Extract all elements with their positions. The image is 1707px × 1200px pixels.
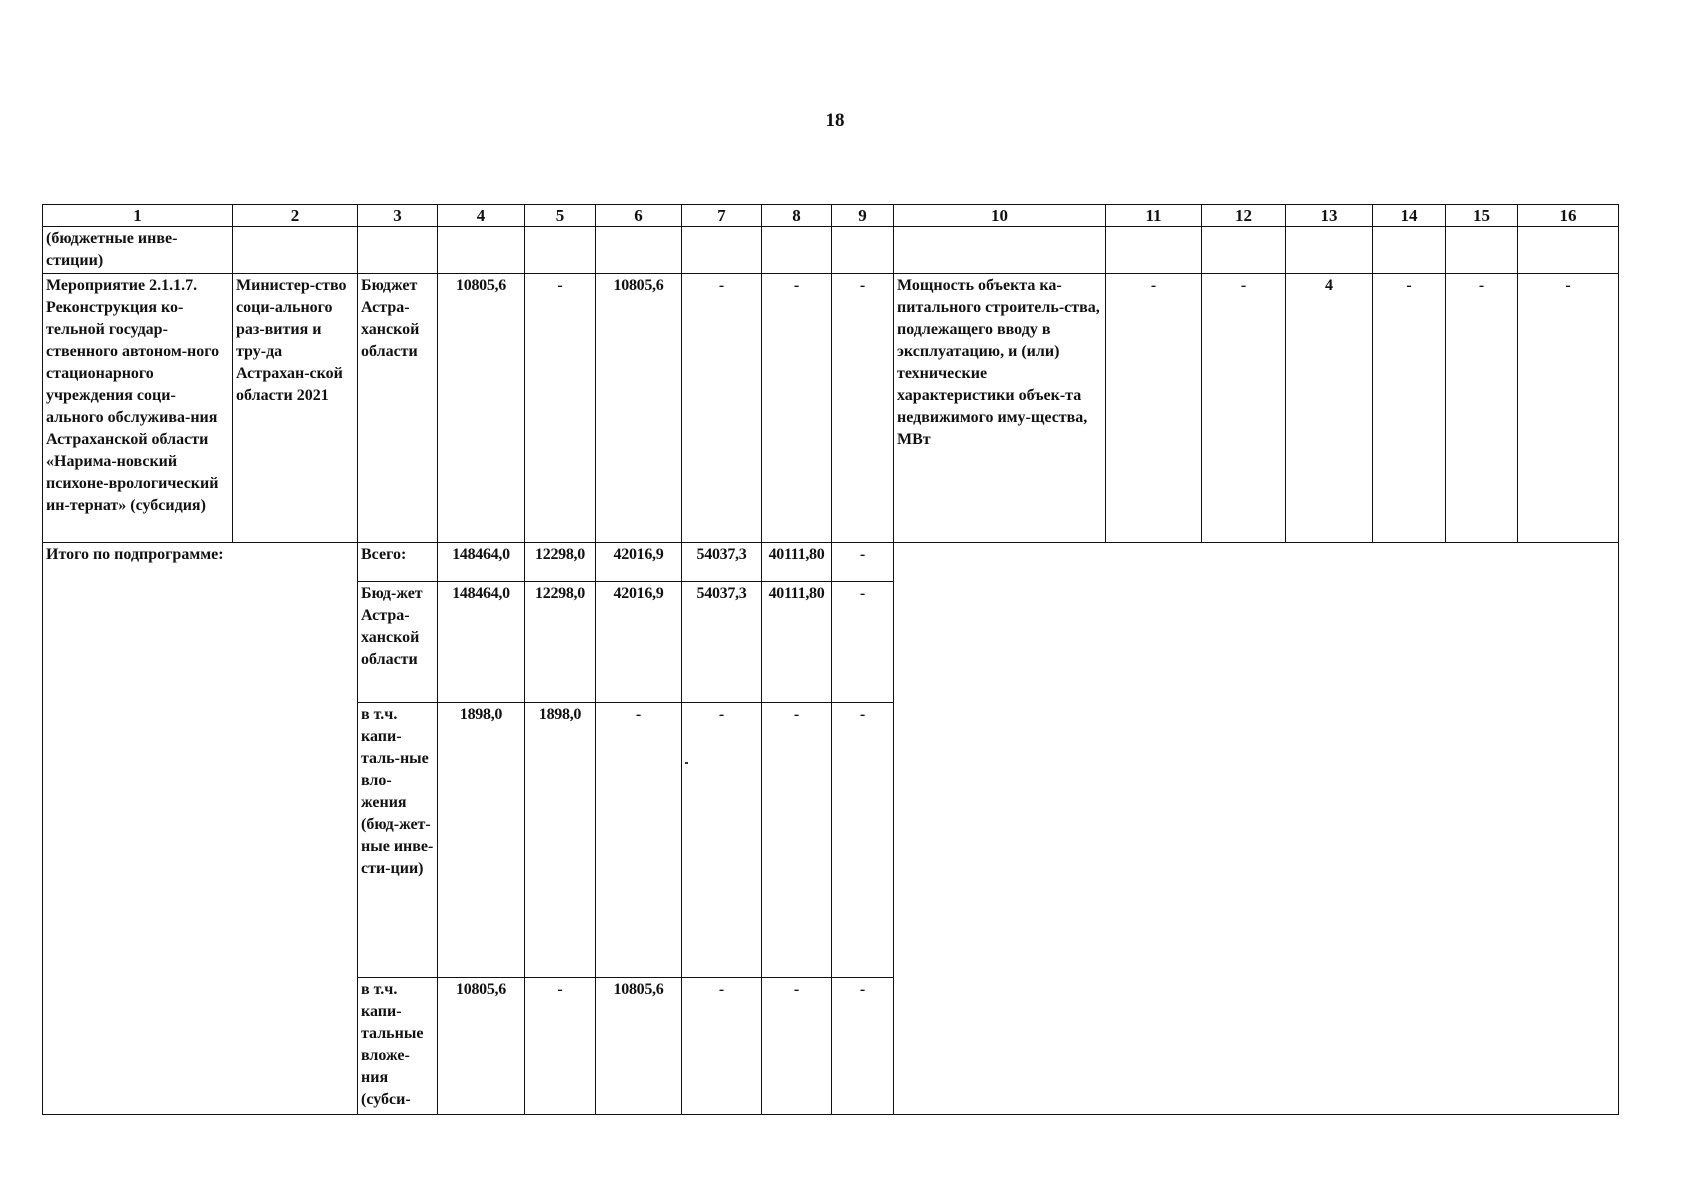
col-header-8: 8 [762, 205, 832, 227]
cell-subtotal-c9: - [832, 978, 894, 1115]
cell-subtotal-source: в т.ч. капи-тальные вложе-ния (субси- [358, 978, 438, 1115]
cell-subtotal-c7: - [682, 978, 762, 1115]
col-header-10: 10 [894, 205, 1106, 227]
col-header-3: 3 [358, 205, 438, 227]
cell-subtotal-c5: 12298,0 [525, 582, 596, 703]
cell-subtotal-c6: 10805,6 [596, 978, 682, 1115]
cell-subtotal-c7: - [682, 703, 762, 978]
col-header-1: 1 [43, 205, 233, 227]
cell-subtotal-c5: 1898,0 [525, 703, 596, 978]
cell-measure-continuation: (бюджетные инве-стиции) [43, 227, 233, 274]
cell-subtotal-c4: 148464,0 [438, 543, 525, 582]
col-header-13: 13 [1286, 205, 1373, 227]
empty-area [894, 543, 1619, 1115]
cell-subtotal-c7: 54037,3 [682, 543, 762, 582]
page-number: 18 [825, 110, 845, 131]
cell-subtotal-c5: - [525, 978, 596, 1115]
table-row-subtotal-all [43, 543, 1619, 582]
program-table [42, 204, 1619, 1115]
cell-subtotal-c8: - [762, 703, 832, 978]
col-header-7: 7 [682, 205, 762, 227]
cell-subtotal-c9: - [832, 703, 894, 978]
cell-subtotal-source: в т.ч. капи-таль-ные вло-жения (бюд-жет-ные инве-сти-ции) [358, 703, 438, 978]
cell-subtotal-label: Итого по подпрограмме: [43, 543, 358, 1115]
cell-subtotal-c5: 12298,0 [525, 543, 596, 582]
col-header-4: 4 [438, 205, 525, 227]
header-row [43, 205, 1619, 227]
cell-subtotal-c8: 40111,80 [762, 543, 832, 582]
cell-indicator-col13: 4 [1286, 274, 1373, 543]
col-header-15: 15 [1446, 205, 1518, 227]
cell-subtotal-c4: 10805,6 [438, 978, 525, 1115]
col-header-16: 16 [1518, 205, 1619, 227]
cell-indicator-col11: - [1106, 274, 1202, 543]
col-header-12: 12 [1202, 205, 1286, 227]
col-header-14: 14 [1373, 205, 1446, 227]
cell-subtotal-c8: - [762, 978, 832, 1115]
cell-measure-name: Мероприятие 2.1.1.7. Реконструкция ко-тельной государ-ственного автоном-ного стационарного учреждения соци-ального обслужива-ния Астраханской области «Нарима-новский психоне-врологический ин-тернат» (субсидия) [43, 274, 233, 543]
col-header-5: 5 [525, 205, 596, 227]
cell-subtotal-c7: 54037,3 [682, 582, 762, 703]
cell-indicator-col12: - [1202, 274, 1286, 543]
cell-indicator-col16: - [1518, 274, 1619, 543]
col-header-6: 6 [596, 205, 682, 227]
cell-indicator-col15: - [1446, 274, 1518, 543]
cell-amount-col9: - [832, 274, 894, 543]
cell-subtotal-c4: 148464,0 [438, 582, 525, 703]
cell-subtotal-c8: 40111,80 [762, 582, 832, 703]
cell-subtotal-c6: - [596, 703, 682, 978]
cell-subtotal-source: Всего: [358, 543, 438, 582]
table-row-measure-2-1-1-7 [43, 274, 1619, 543]
cell-subtotal-c6: 42016,9 [596, 582, 682, 703]
col-header-2: 2 [233, 205, 358, 227]
cell-amount-col8: - [762, 274, 832, 543]
cell-indicator: Мощность объекта ка-питального строитель-ства, подлежащего вводу в эксплуатацию, и (или) технические характеристики объек-та недвижимого иму-щества, МВт [894, 274, 1106, 543]
cell-amount-col7: - [682, 274, 762, 543]
cell-subtotal-source: Бюд-жет Астра-ханской области [358, 582, 438, 703]
col-header-11: 11 [1106, 205, 1202, 227]
col-header-9: 9 [832, 205, 894, 227]
cell-subtotal-c4: 1898,0 [438, 703, 525, 978]
cell-subtotal-c6: 42016,9 [596, 543, 682, 582]
cell-subtotal-c9: - [832, 582, 894, 703]
cell-executor: Министер-ство соци-ального раз-вития и тру-да Астрахан-ской области 2021 [233, 274, 358, 543]
cell-amount-col6: 10805,6 [596, 274, 682, 543]
table-row-budget-investments [43, 227, 1619, 274]
cell-amount-total: 10805,6 [438, 274, 525, 543]
cell-subtotal-c9: - [832, 543, 894, 582]
cell-amount-col5: - [525, 274, 596, 543]
scan-artifact [685, 762, 688, 764]
cell-funding-source: Бюджет Астра-ханской области [358, 274, 438, 543]
cell-indicator-col14: - [1373, 274, 1446, 543]
